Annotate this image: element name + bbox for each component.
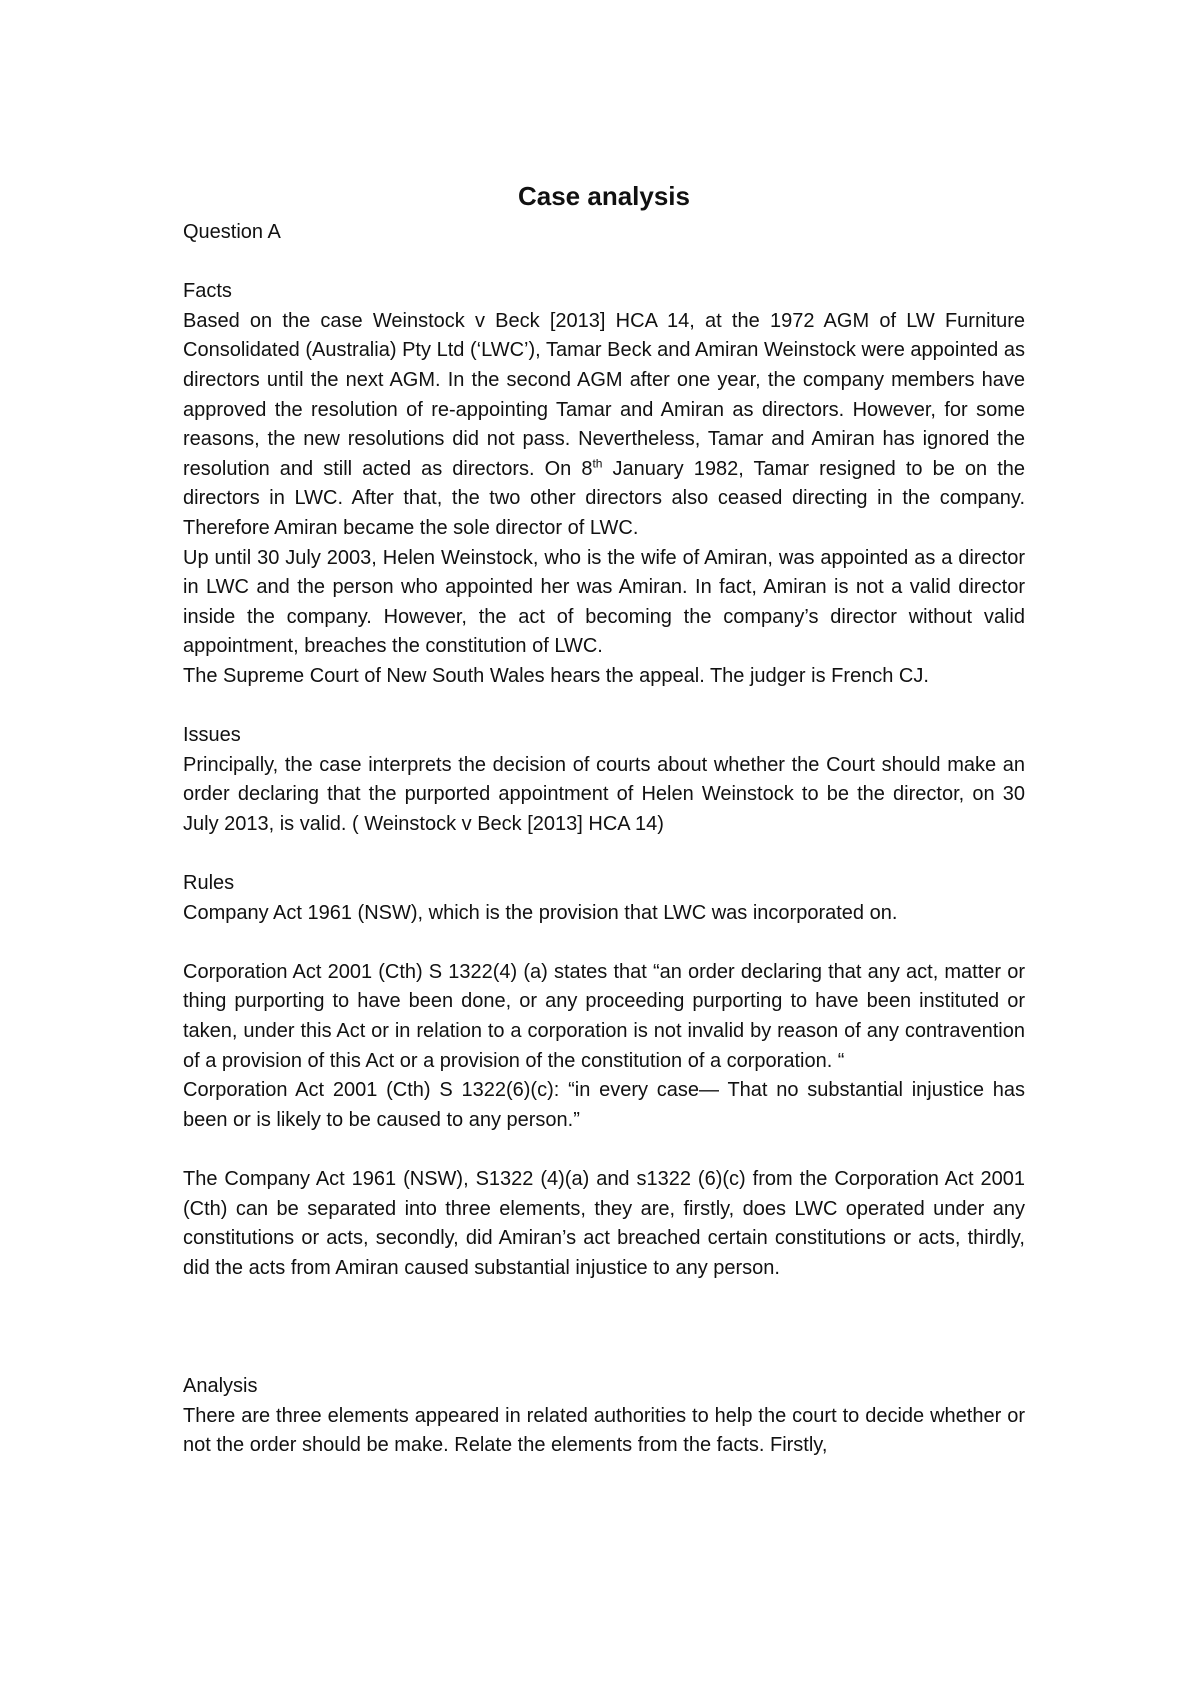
rules-paragraph-1: Company Act 1961 (NSW), which is the provision that LWC was incorporated on.	[183, 901, 898, 924]
issues-paragraph-1: Principally, the case interprets the decision of courts about whether the Court should make an order declaring that the purported appointment of Helen Weinstock to be the director, on 30 July 2013, is valid. ( Weinstock v Beck [2013] HCA 14)	[183, 753, 1025, 835]
spacer	[183, 1283, 1025, 1372]
spacer	[183, 692, 1025, 722]
question-label: Question A	[183, 221, 281, 243]
spacer	[183, 248, 1025, 278]
page-title: Case analysis	[517, 181, 690, 211]
facts-paragraph-1-text-b: January 1982, Tamar resigned to be on the directors in LWC. After that, the two other directors also ceased directing in the company. Therefore Amiran became the sole director of LWC.	[183, 457, 1025, 539]
ordinal-superscript: th	[592, 456, 603, 471]
spacer	[183, 928, 1025, 958]
facts-paragraph-1-text-a: Based on the case Weinstock v Beck [2013] HCA 14, at the 1972 AGM of LW Furniture Consolidated (Australia) Pty Ltd (‘LWC’), Tamar Beck and Amiran Weinstock were appointed as directors until the next AGM. In the second AGM after one year, the company members have approved the resolution of re-appointing Tamar and Amiran as directors. However, for some reasons, the new resolutions did not pass. Nevertheless, Tamar and Amiran has ignored the resolution and still acted as directors. On 8	[183, 309, 1025, 480]
spacer	[183, 1135, 1025, 1165]
analysis-heading: Analysis	[183, 1375, 258, 1398]
facts-paragraph-1	[183, 307, 1025, 544]
facts-paragraph-2: Up until 30 July 2003, Helen Weinstock, who is the wife of Amiran, was appointed as a director in LWC and the person who appointed her was Amiran. In fact, Amiran is not a valid director inside the company. However, the act of becoming the company’s director without valid appointment, breaches the constitution of LWC.	[183, 546, 1025, 658]
issues-heading: Issues	[183, 724, 241, 747]
rules-paragraph-3: Corporation Act 2001 (Cth) S 1322(6)(c): “in every case— That no substantial injustice has been or is likely to be caused to any person.”	[183, 1079, 1025, 1131]
rules-paragraph-2: Corporation Act 2001 (Cth) S 1322(4) (a) states that “an order declaring that any act, matter or thing purporting to have been done, or any proceeding purporting to have been instituted or taken, under this Act or in relation to a corporation is not invalid by reason of any contravention of a provision of this Act or a provision of the constitution of a corporation. “	[183, 960, 1025, 1072]
facts-heading: Facts	[183, 280, 232, 303]
rules-heading: Rules	[183, 872, 235, 895]
analysis-paragraph-1: There are three elements appeared in related authorities to help the court to decide whether or not the order should be make. Relate the elements from the facts. Firstly,	[183, 1404, 1025, 1457]
rules-paragraph-4: The Company Act 1961 (NSW), S1322 (4)(a) and s1322 (6)(c) from the Corporation Act 2001 (Cth) can be separated into three elements, they are, firstly, does LWC operated under any constitutions or acts, secondly, did Amiran’s act breached certain constitutions or acts, thirdly, did the acts from Amiran caused substantial injustice to any person.	[183, 1168, 1025, 1279]
facts-paragraph-3: The Supreme Court of New South Wales hears the appeal. The judger is French CJ.	[183, 664, 929, 687]
spacer	[183, 839, 1025, 869]
document-page	[183, 178, 1025, 1461]
